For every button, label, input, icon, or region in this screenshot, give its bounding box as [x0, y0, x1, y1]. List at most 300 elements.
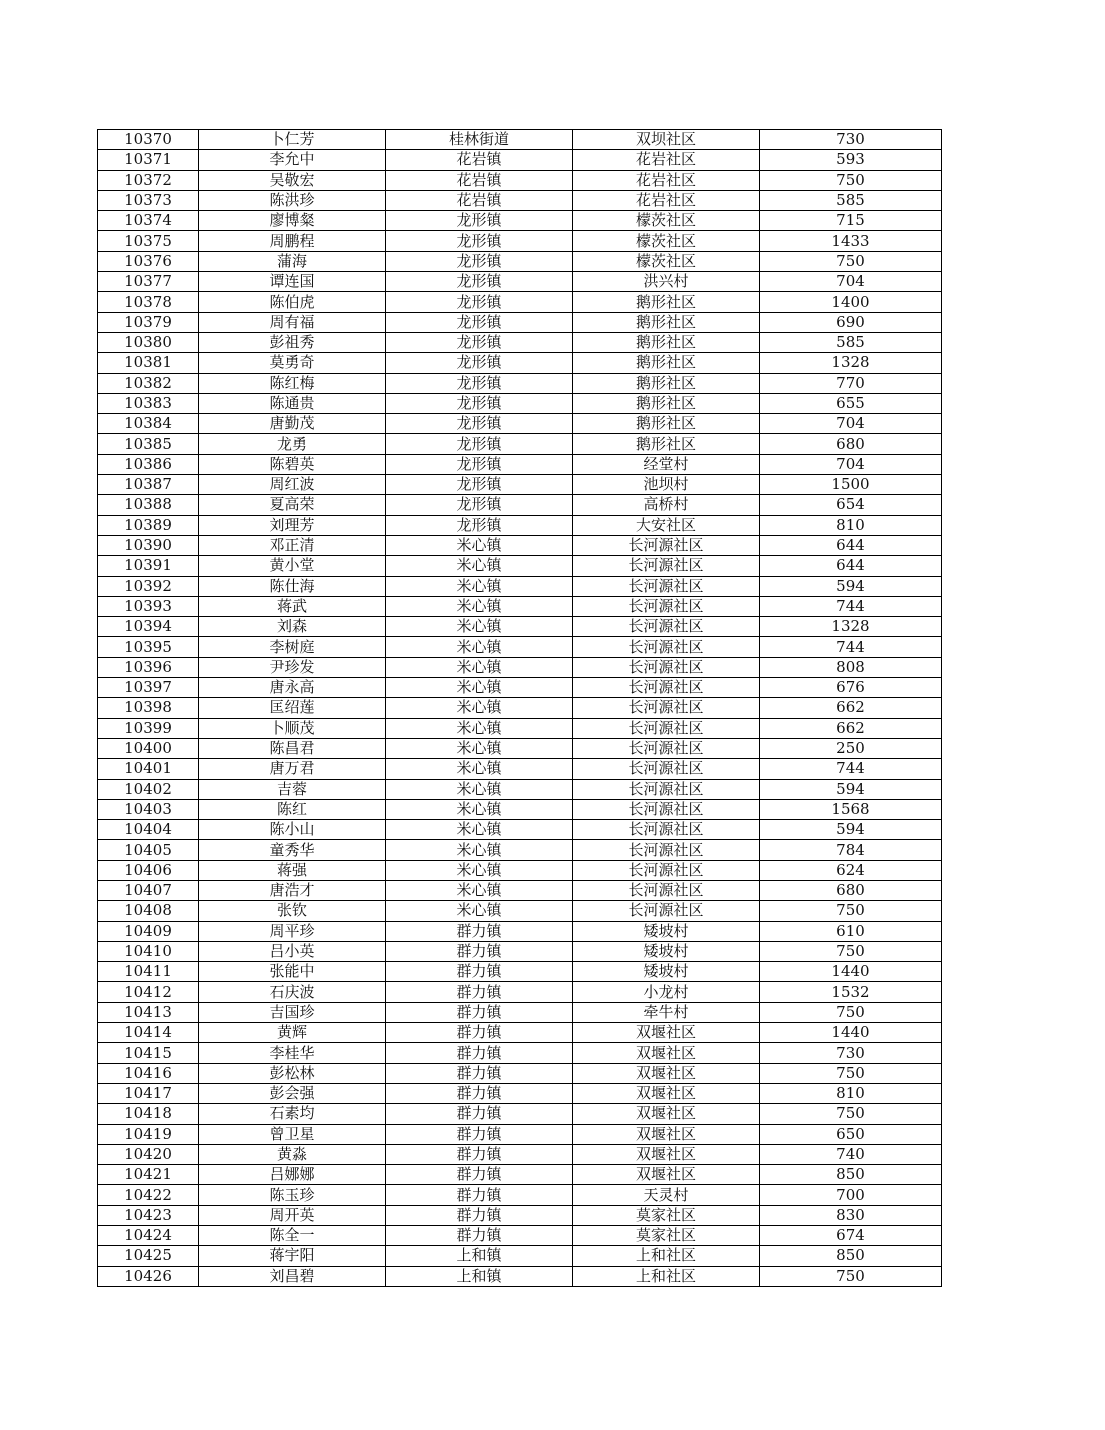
record-id-cell: 10383: [98, 393, 199, 413]
table-row: [98, 637, 942, 657]
table-row: [98, 1144, 942, 1164]
table-row: [98, 373, 942, 393]
village-cell: 檬茨社区: [573, 231, 760, 251]
record-id-cell: 10392: [98, 576, 199, 596]
town-cell: 米心镇: [386, 657, 573, 677]
name-cell: 彭祖秀: [199, 332, 386, 352]
record-id-cell: 10397: [98, 678, 199, 698]
amount-cell: 744: [760, 596, 942, 616]
town-cell: 群力镇: [386, 921, 573, 941]
village-cell: 长河源社区: [573, 779, 760, 799]
table-row: [98, 211, 942, 231]
village-cell: 双坝社区: [573, 130, 760, 150]
table-row: [98, 414, 942, 434]
record-id-cell: 10420: [98, 1144, 199, 1164]
record-id-cell: 10410: [98, 941, 199, 961]
village-cell: 双堰社区: [573, 1144, 760, 1164]
name-cell: 张能中: [199, 962, 386, 982]
town-cell: 龙形镇: [386, 251, 573, 271]
amount-cell: 1328: [760, 353, 942, 373]
town-cell: 群力镇: [386, 1043, 573, 1063]
town-cell: 米心镇: [386, 901, 573, 921]
town-cell: 米心镇: [386, 698, 573, 718]
record-id-cell: 10417: [98, 1083, 199, 1103]
town-cell: 群力镇: [386, 1165, 573, 1185]
town-cell: 群力镇: [386, 941, 573, 961]
amount-cell: 715: [760, 211, 942, 231]
amount-cell: 850: [760, 1165, 942, 1185]
amount-cell: 750: [760, 1266, 942, 1286]
record-id-cell: 10375: [98, 231, 199, 251]
village-cell: 长河源社区: [573, 880, 760, 900]
town-cell: 上和镇: [386, 1246, 573, 1266]
village-cell: 双堰社区: [573, 1023, 760, 1043]
amount-cell: 1440: [760, 962, 942, 982]
town-cell: 米心镇: [386, 617, 573, 637]
record-id-cell: 10376: [98, 251, 199, 271]
village-cell: 长河源社区: [573, 840, 760, 860]
amount-cell: 1400: [760, 292, 942, 312]
village-cell: 鹅形社区: [573, 292, 760, 312]
town-cell: 米心镇: [386, 840, 573, 860]
amount-cell: 593: [760, 150, 942, 170]
record-id-cell: 10371: [98, 150, 199, 170]
name-cell: 唐浩才: [199, 880, 386, 900]
town-cell: 龙形镇: [386, 373, 573, 393]
name-cell: 谭连国: [199, 272, 386, 292]
name-cell: 石庆波: [199, 982, 386, 1002]
name-cell: 周平珍: [199, 921, 386, 941]
table-row: [98, 1165, 942, 1185]
table-row: [98, 596, 942, 616]
town-cell: 群力镇: [386, 1104, 573, 1124]
table-row: [98, 190, 942, 210]
table-row: [98, 1063, 942, 1083]
amount-cell: 674: [760, 1226, 942, 1246]
table-row: [98, 617, 942, 637]
name-cell: 刘森: [199, 617, 386, 637]
village-cell: 双堰社区: [573, 1063, 760, 1083]
town-cell: 米心镇: [386, 678, 573, 698]
village-cell: 矮坡村: [573, 941, 760, 961]
name-cell: 李树庭: [199, 637, 386, 657]
record-id-cell: 10426: [98, 1266, 199, 1286]
name-cell: 夏高荣: [199, 495, 386, 515]
village-cell: 长河源社区: [573, 860, 760, 880]
town-cell: 群力镇: [386, 1144, 573, 1164]
village-cell: 长河源社区: [573, 535, 760, 555]
town-cell: 米心镇: [386, 799, 573, 819]
table-row: [98, 170, 942, 190]
table-row: [98, 738, 942, 758]
town-cell: 群力镇: [386, 982, 573, 1002]
table-row: [98, 312, 942, 332]
town-cell: 群力镇: [386, 1063, 573, 1083]
amount-cell: 1500: [760, 475, 942, 495]
table-row: [98, 1002, 942, 1022]
name-cell: 吕小英: [199, 941, 386, 961]
table-row: [98, 251, 942, 271]
amount-cell: 250: [760, 738, 942, 758]
table-row: [98, 901, 942, 921]
table-row: [98, 272, 942, 292]
amount-cell: 750: [760, 1002, 942, 1022]
name-cell: 陈全一: [199, 1226, 386, 1246]
name-cell: 陈红梅: [199, 373, 386, 393]
amount-cell: 650: [760, 1124, 942, 1144]
record-id-cell: 10389: [98, 515, 199, 535]
amount-cell: 662: [760, 698, 942, 718]
town-cell: 上和镇: [386, 1266, 573, 1286]
table-row: [98, 840, 942, 860]
village-cell: 长河源社区: [573, 678, 760, 698]
table-row: [98, 1083, 942, 1103]
amount-cell: 624: [760, 860, 942, 880]
name-cell: 彭会强: [199, 1083, 386, 1103]
table-row: [98, 535, 942, 555]
record-id-cell: 10372: [98, 170, 199, 190]
table-row: [98, 1246, 942, 1266]
name-cell: 周开英: [199, 1205, 386, 1225]
village-cell: 矮坡村: [573, 962, 760, 982]
amount-cell: 654: [760, 495, 942, 515]
table-row: [98, 1104, 942, 1124]
village-cell: 洪兴村: [573, 272, 760, 292]
village-cell: 矮坡村: [573, 921, 760, 941]
town-cell: 米心镇: [386, 535, 573, 555]
amount-cell: 594: [760, 779, 942, 799]
name-cell: 李桂华: [199, 1043, 386, 1063]
record-id-cell: 10401: [98, 759, 199, 779]
town-cell: 龙形镇: [386, 312, 573, 332]
amount-cell: 704: [760, 272, 942, 292]
record-id-cell: 10419: [98, 1124, 199, 1144]
record-id-cell: 10377: [98, 272, 199, 292]
record-id-cell: 10418: [98, 1104, 199, 1124]
town-cell: 米心镇: [386, 880, 573, 900]
record-id-cell: 10370: [98, 130, 199, 150]
name-cell: 卜仁芳: [199, 130, 386, 150]
amount-cell: 662: [760, 718, 942, 738]
village-cell: 天灵村: [573, 1185, 760, 1205]
village-cell: 鹅形社区: [573, 312, 760, 332]
village-cell: 长河源社区: [573, 576, 760, 596]
table-row: [98, 1205, 942, 1225]
village-cell: 大安社区: [573, 515, 760, 535]
amount-cell: 808: [760, 657, 942, 677]
table-row: [98, 353, 942, 373]
village-cell: 上和社区: [573, 1266, 760, 1286]
table-row: [98, 130, 942, 150]
record-id-cell: 10394: [98, 617, 199, 637]
table-row: [98, 759, 942, 779]
name-cell: 蒋武: [199, 596, 386, 616]
name-cell: 李允中: [199, 150, 386, 170]
table-row: [98, 1023, 942, 1043]
amount-cell: 750: [760, 1063, 942, 1083]
village-cell: 花岩社区: [573, 150, 760, 170]
record-id-cell: 10390: [98, 535, 199, 555]
village-cell: 长河源社区: [573, 718, 760, 738]
amount-cell: 594: [760, 576, 942, 596]
town-cell: 米心镇: [386, 738, 573, 758]
town-cell: 群力镇: [386, 1226, 573, 1246]
amount-cell: 750: [760, 1104, 942, 1124]
village-cell: 鹅形社区: [573, 414, 760, 434]
table-row: [98, 799, 942, 819]
table-row: [98, 1124, 942, 1144]
name-cell: 周有福: [199, 312, 386, 332]
name-cell: 黄小堂: [199, 556, 386, 576]
record-id-cell: 10374: [98, 211, 199, 231]
town-cell: 龙形镇: [386, 495, 573, 515]
village-cell: 鹅形社区: [573, 353, 760, 373]
town-cell: 龙形镇: [386, 454, 573, 474]
amount-cell: 644: [760, 535, 942, 555]
record-id-cell: 10382: [98, 373, 199, 393]
town-cell: 龙形镇: [386, 515, 573, 535]
village-cell: 长河源社区: [573, 617, 760, 637]
town-cell: 群力镇: [386, 1124, 573, 1144]
record-id-cell: 10402: [98, 779, 199, 799]
record-id-cell: 10421: [98, 1165, 199, 1185]
village-cell: 双堰社区: [573, 1043, 760, 1063]
table-row: [98, 454, 942, 474]
name-cell: 童秀华: [199, 840, 386, 860]
town-cell: 花岩镇: [386, 170, 573, 190]
name-cell: 陈红: [199, 799, 386, 819]
name-cell: 卜顺茂: [199, 718, 386, 738]
name-cell: 邓正清: [199, 535, 386, 555]
record-id-cell: 10384: [98, 414, 199, 434]
amount-cell: 784: [760, 840, 942, 860]
amount-cell: 730: [760, 130, 942, 150]
town-cell: 龙形镇: [386, 211, 573, 231]
table-row: [98, 657, 942, 677]
name-cell: 刘理芳: [199, 515, 386, 535]
amount-cell: 810: [760, 515, 942, 535]
village-cell: 牵牛村: [573, 1002, 760, 1022]
town-cell: 群力镇: [386, 1205, 573, 1225]
town-cell: 米心镇: [386, 596, 573, 616]
record-id-cell: 10400: [98, 738, 199, 758]
record-id-cell: 10415: [98, 1043, 199, 1063]
village-cell: 小龙村: [573, 982, 760, 1002]
name-cell: 陈小山: [199, 820, 386, 840]
town-cell: 龙形镇: [386, 231, 573, 251]
village-cell: 鹅形社区: [573, 373, 760, 393]
village-cell: 经堂村: [573, 454, 760, 474]
village-cell: 莫家社区: [573, 1226, 760, 1246]
table-row: [98, 880, 942, 900]
record-id-cell: 10398: [98, 698, 199, 718]
amount-cell: 750: [760, 941, 942, 961]
village-cell: 檬茨社区: [573, 251, 760, 271]
name-cell: 吕娜娜: [199, 1165, 386, 1185]
table-row: [98, 576, 942, 596]
record-id-cell: 10380: [98, 332, 199, 352]
village-cell: 花岩社区: [573, 170, 760, 190]
data-table: [97, 129, 942, 1287]
village-cell: 长河源社区: [573, 799, 760, 819]
name-cell: 石素均: [199, 1104, 386, 1124]
amount-cell: 850: [760, 1246, 942, 1266]
name-cell: 陈伯虎: [199, 292, 386, 312]
record-id-cell: 10409: [98, 921, 199, 941]
village-cell: 鹅形社区: [573, 434, 760, 454]
amount-cell: 750: [760, 251, 942, 271]
name-cell: 周红波: [199, 475, 386, 495]
amount-cell: 740: [760, 1144, 942, 1164]
town-cell: 米心镇: [386, 576, 573, 596]
record-id-cell: 10408: [98, 901, 199, 921]
name-cell: 吉蓉: [199, 779, 386, 799]
table-row: [98, 678, 942, 698]
name-cell: 刘昌碧: [199, 1266, 386, 1286]
amount-cell: 700: [760, 1185, 942, 1205]
town-cell: 群力镇: [386, 1023, 573, 1043]
amount-cell: 704: [760, 414, 942, 434]
table-row: [98, 393, 942, 413]
town-cell: 龙形镇: [386, 475, 573, 495]
village-cell: 长河源社区: [573, 556, 760, 576]
amount-cell: 750: [760, 901, 942, 921]
record-id-cell: 10423: [98, 1205, 199, 1225]
amount-cell: 830: [760, 1205, 942, 1225]
town-cell: 龙形镇: [386, 353, 573, 373]
village-cell: 花岩社区: [573, 190, 760, 210]
table-row: [98, 556, 942, 576]
name-cell: 莫勇奇: [199, 353, 386, 373]
amount-cell: 750: [760, 170, 942, 190]
village-cell: 上和社区: [573, 1246, 760, 1266]
table-row: [98, 982, 942, 1002]
record-id-cell: 10386: [98, 454, 199, 474]
amount-cell: 744: [760, 637, 942, 657]
record-id-cell: 10406: [98, 860, 199, 880]
amount-cell: 1568: [760, 799, 942, 819]
name-cell: 唐万君: [199, 759, 386, 779]
amount-cell: 680: [760, 434, 942, 454]
village-cell: 长河源社区: [573, 820, 760, 840]
town-cell: 群力镇: [386, 1083, 573, 1103]
record-id-cell: 10399: [98, 718, 199, 738]
record-id-cell: 10412: [98, 982, 199, 1002]
table-row: [98, 475, 942, 495]
village-cell: 长河源社区: [573, 738, 760, 758]
name-cell: 吴敬宏: [199, 170, 386, 190]
record-id-cell: 10396: [98, 657, 199, 677]
village-cell: 长河源社区: [573, 657, 760, 677]
record-id-cell: 10407: [98, 880, 199, 900]
amount-cell: 585: [760, 332, 942, 352]
name-cell: 陈仕海: [199, 576, 386, 596]
table-row: [98, 1266, 942, 1286]
name-cell: 黄辉: [199, 1023, 386, 1043]
town-cell: 米心镇: [386, 556, 573, 576]
record-id-cell: 10388: [98, 495, 199, 515]
table-body: [98, 130, 942, 1287]
record-id-cell: 10413: [98, 1002, 199, 1022]
town-cell: 群力镇: [386, 1185, 573, 1205]
town-cell: 米心镇: [386, 637, 573, 657]
town-cell: 龙形镇: [386, 272, 573, 292]
town-cell: 群力镇: [386, 1002, 573, 1022]
town-cell: 米心镇: [386, 860, 573, 880]
village-cell: 双堰社区: [573, 1165, 760, 1185]
village-cell: 鹅形社区: [573, 393, 760, 413]
record-id-cell: 10416: [98, 1063, 199, 1083]
town-cell: 龙形镇: [386, 414, 573, 434]
name-cell: 曾卫星: [199, 1124, 386, 1144]
village-cell: 长河源社区: [573, 759, 760, 779]
town-cell: 龙形镇: [386, 434, 573, 454]
record-id-cell: 10378: [98, 292, 199, 312]
amount-cell: 1328: [760, 617, 942, 637]
table-row: [98, 231, 942, 251]
record-id-cell: 10381: [98, 353, 199, 373]
table-row: [98, 921, 942, 941]
table-row: [98, 698, 942, 718]
town-cell: 米心镇: [386, 718, 573, 738]
village-cell: 双堰社区: [573, 1124, 760, 1144]
town-cell: 米心镇: [386, 820, 573, 840]
village-cell: 鹅形社区: [573, 332, 760, 352]
table-row: [98, 1226, 942, 1246]
record-id-cell: 10379: [98, 312, 199, 332]
name-cell: 周鹏程: [199, 231, 386, 251]
name-cell: 匡绍莲: [199, 698, 386, 718]
amount-cell: 594: [760, 820, 942, 840]
amount-cell: 1433: [760, 231, 942, 251]
name-cell: 彭松林: [199, 1063, 386, 1083]
record-id-cell: 10414: [98, 1023, 199, 1043]
village-cell: 长河源社区: [573, 901, 760, 921]
table-row: [98, 1043, 942, 1063]
record-id-cell: 10405: [98, 840, 199, 860]
village-cell: 长河源社区: [573, 596, 760, 616]
table-row: [98, 718, 942, 738]
table-row: [98, 515, 942, 535]
amount-cell: 770: [760, 373, 942, 393]
amount-cell: 730: [760, 1043, 942, 1063]
amount-cell: 810: [760, 1083, 942, 1103]
town-cell: 桂林街道: [386, 130, 573, 150]
name-cell: 陈昌君: [199, 738, 386, 758]
village-cell: 长河源社区: [573, 637, 760, 657]
record-id-cell: 10393: [98, 596, 199, 616]
village-cell: 莫家社区: [573, 1205, 760, 1225]
name-cell: 蒲海: [199, 251, 386, 271]
town-cell: 龙形镇: [386, 332, 573, 352]
record-id-cell: 10424: [98, 1226, 199, 1246]
town-cell: 龙形镇: [386, 393, 573, 413]
town-cell: 米心镇: [386, 779, 573, 799]
name-cell: 吉国珍: [199, 1002, 386, 1022]
table-row: [98, 292, 942, 312]
name-cell: 唐勤茂: [199, 414, 386, 434]
amount-cell: 610: [760, 921, 942, 941]
name-cell: 张钦: [199, 901, 386, 921]
table-row: [98, 495, 942, 515]
record-id-cell: 10395: [98, 637, 199, 657]
amount-cell: 1440: [760, 1023, 942, 1043]
name-cell: 陈通贵: [199, 393, 386, 413]
amount-cell: 676: [760, 678, 942, 698]
table-row: [98, 779, 942, 799]
amount-cell: 680: [760, 880, 942, 900]
name-cell: 陈洪珍: [199, 190, 386, 210]
